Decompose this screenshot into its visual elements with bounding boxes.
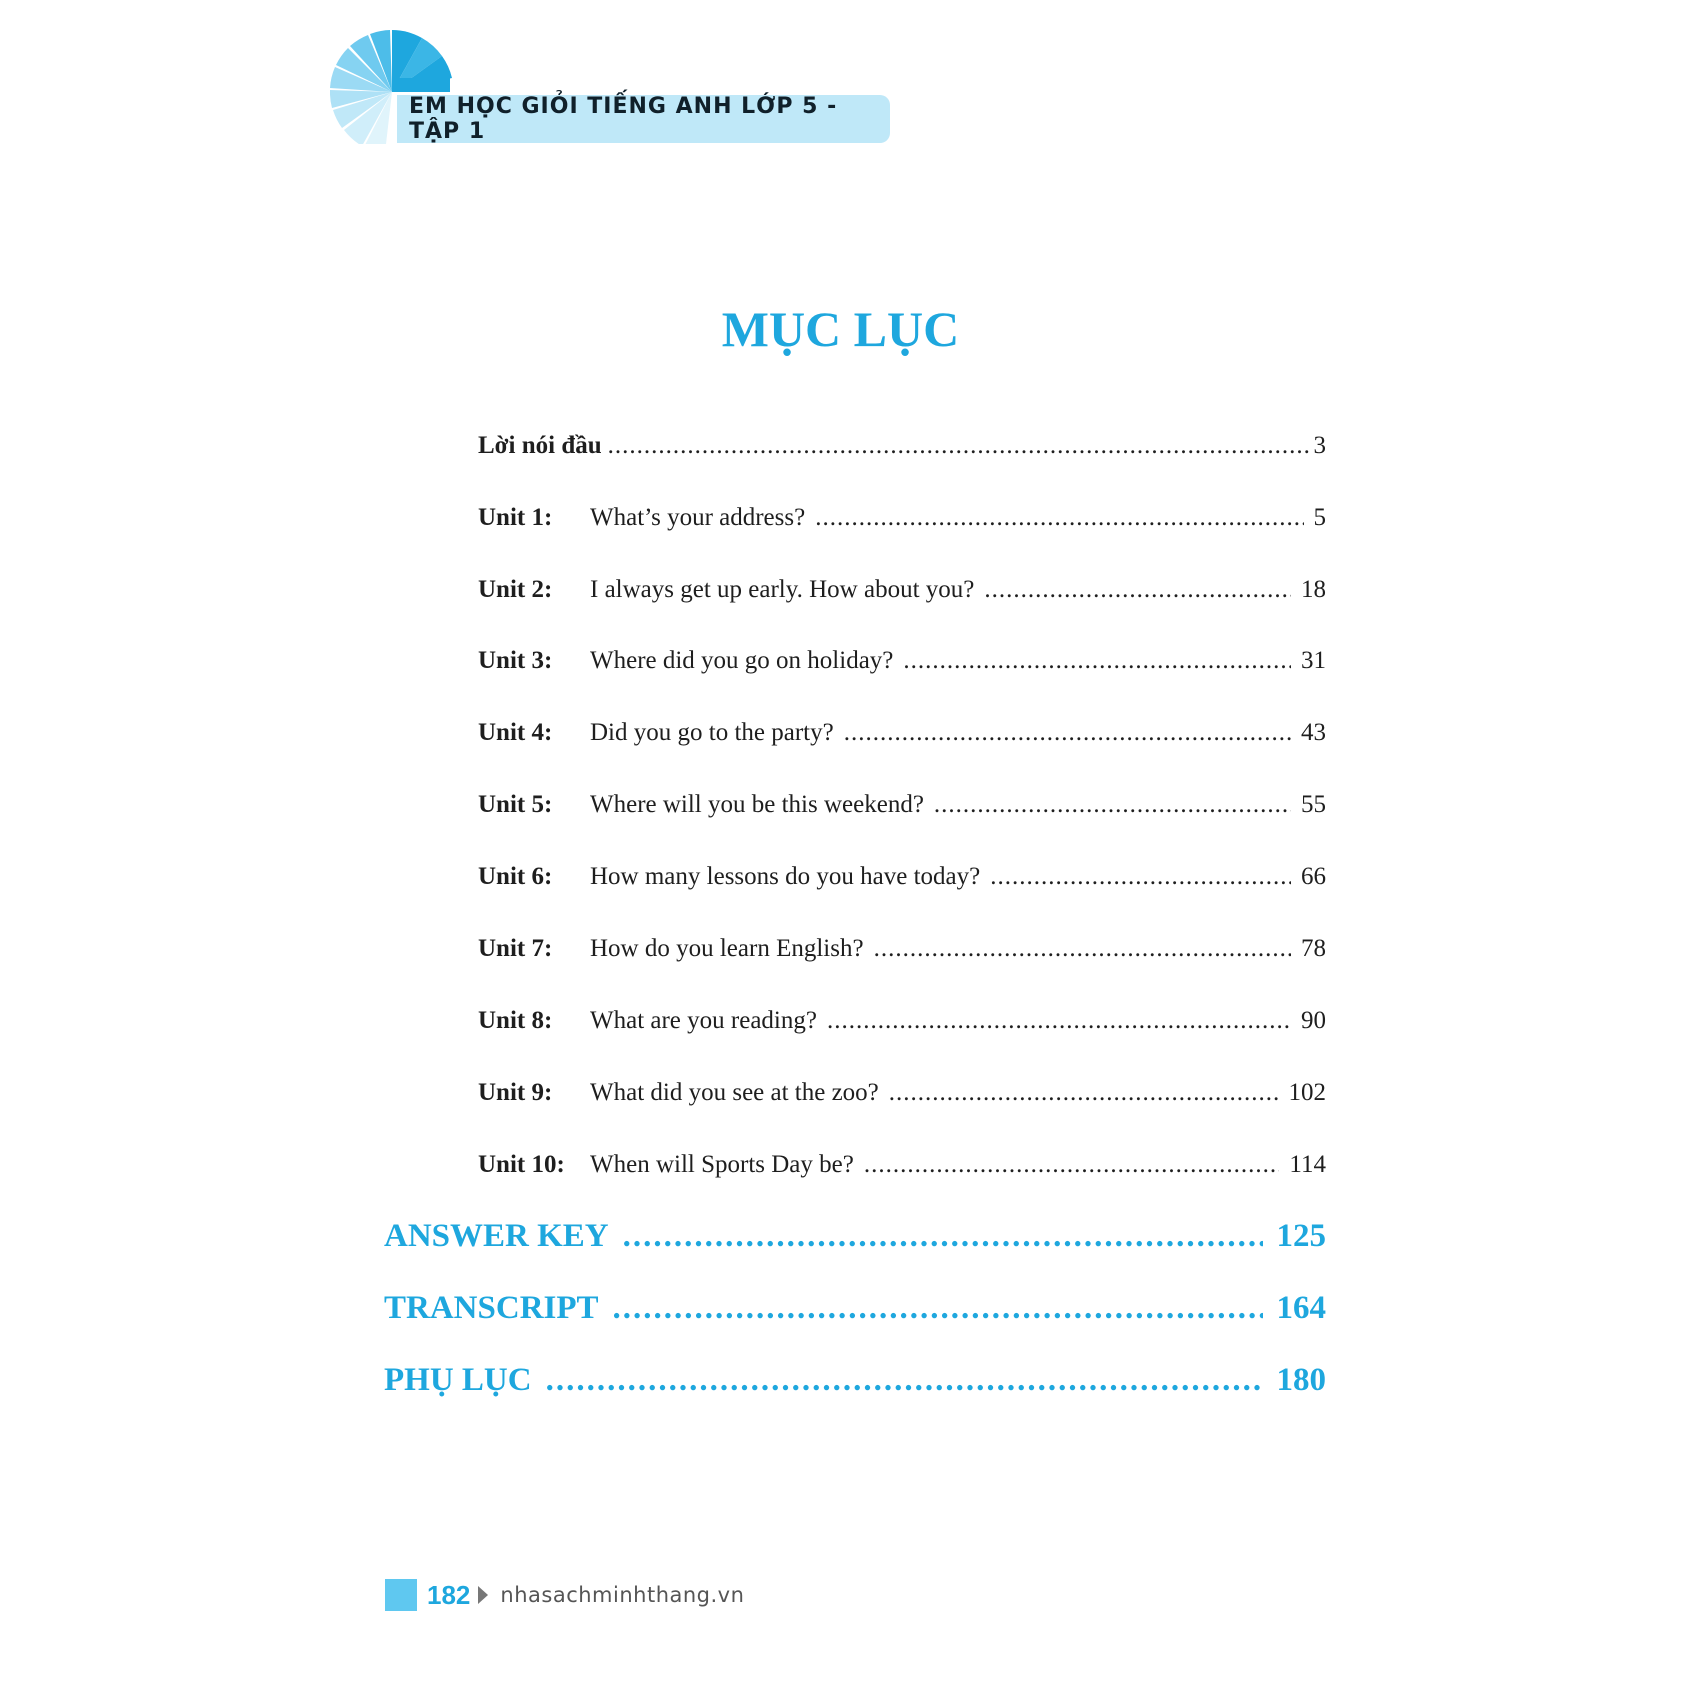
toc-row-unit-2 [478,576,1326,616]
toc-row-unit-3 [478,647,1326,687]
toc-leader-dots [864,1151,1280,1179]
toc-row-unit-4 [478,719,1326,759]
toc-page-number: 102 [1288,1079,1326,1106]
toc-leader-dots [546,1362,1263,1399]
toc-unit-title: What are you reading? [590,1007,817,1034]
toc-section-page: 125 [1276,1218,1326,1254]
toc-unit-label: Unit 4: [478,719,553,746]
footer-website: nhasachminhthang.vn [500,1583,745,1607]
toc-row-unit-10 [478,1151,1326,1191]
toc-unit-label: Unit 5: [478,791,553,818]
footer-marker-icon [478,1586,488,1604]
toc-leader-dots [874,935,1291,963]
toc-leader-dots [903,647,1291,675]
toc-row-unit-5 [478,791,1326,831]
page-footer [385,1578,744,1612]
toc-leader-dots [934,791,1291,819]
toc-leader-dots [613,1290,1263,1327]
toc-unit-title: What’s your address? [590,504,806,531]
toc-row-unit-6 [478,863,1326,903]
toc-unit-label: Unit 2: [478,576,553,603]
toc-title: MỤC LỤC [721,301,960,357]
header-band [397,95,890,143]
toc-unit-label: Unit 3: [478,647,553,674]
toc-leader-dots [844,719,1291,747]
toc-row-preface [478,432,1326,472]
toc-page-number: 55 [1301,791,1326,818]
toc-unit-title: I always get up early. How about you? [590,576,975,603]
toc-row-unit-1 [478,504,1326,544]
toc-page-number: 31 [1301,647,1326,674]
toc-row-unit-9 [478,1079,1326,1119]
toc-section-label: ANSWER KEY [384,1218,609,1254]
toc-section-transcript [384,1290,1326,1334]
toc-unit-label: Unit 10: [478,1151,565,1178]
toc-row-unit-8 [478,1007,1326,1047]
toc-unit-title: How many lessons do you have today? [590,863,981,890]
toc-leader-dots [990,863,1291,891]
toc-unit-title: Where will you be this weekend? [590,791,924,818]
toc-preface-label: Lời nói đầu [478,432,602,459]
toc-unit-label: Unit 6: [478,863,553,890]
toc-page-number: 43 [1301,719,1326,746]
toc-section-page: 180 [1276,1362,1326,1398]
toc-section-answer-key [384,1218,1326,1262]
toc-leader-dots [984,576,1291,604]
toc-unit-label: Unit 1: [478,504,553,531]
toc-leader-dots [608,432,1310,460]
toc-unit-label: Unit 8: [478,1007,553,1034]
toc-page-number: 78 [1301,935,1326,962]
toc-unit-title: What did you see at the zoo? [590,1079,879,1106]
toc-unit-title: Where did you go on holiday? [590,647,894,674]
toc-leader-dots [623,1218,1263,1255]
toc-page-number: 90 [1301,1007,1326,1034]
toc-section-label: TRANSCRIPT [384,1290,599,1326]
toc-unit-label: Unit 9: [478,1079,553,1106]
toc-leader-dots [827,1007,1291,1035]
toc-leader-dots [889,1079,1279,1107]
toc-row-unit-7 [478,935,1326,975]
toc-page-number: 66 [1301,863,1326,890]
footer-page-number: 182 [427,1579,471,1610]
toc-page-number: 114 [1289,1151,1326,1178]
toc-section-page: 164 [1276,1290,1326,1326]
toc-page-number: 3 [1313,432,1326,459]
toc-page-number: 18 [1301,576,1326,603]
toc-page-number: 5 [1313,504,1326,531]
toc-unit-title: When will Sports Day be? [590,1151,854,1178]
footer-square-icon [385,1579,417,1611]
toc-section-phu-luc [384,1362,1326,1406]
toc-unit-title: How do you learn English? [590,935,864,962]
toc-section-label: PHỤ LỤC [384,1362,532,1398]
header-title: EM HỌC GIỎI TIẾNG ANH LỚP 5 - TẬP 1 [409,94,838,144]
toc-unit-label: Unit 7: [478,935,553,962]
toc-unit-title: Did you go to the party? [590,719,834,746]
toc-leader-dots [815,504,1303,532]
